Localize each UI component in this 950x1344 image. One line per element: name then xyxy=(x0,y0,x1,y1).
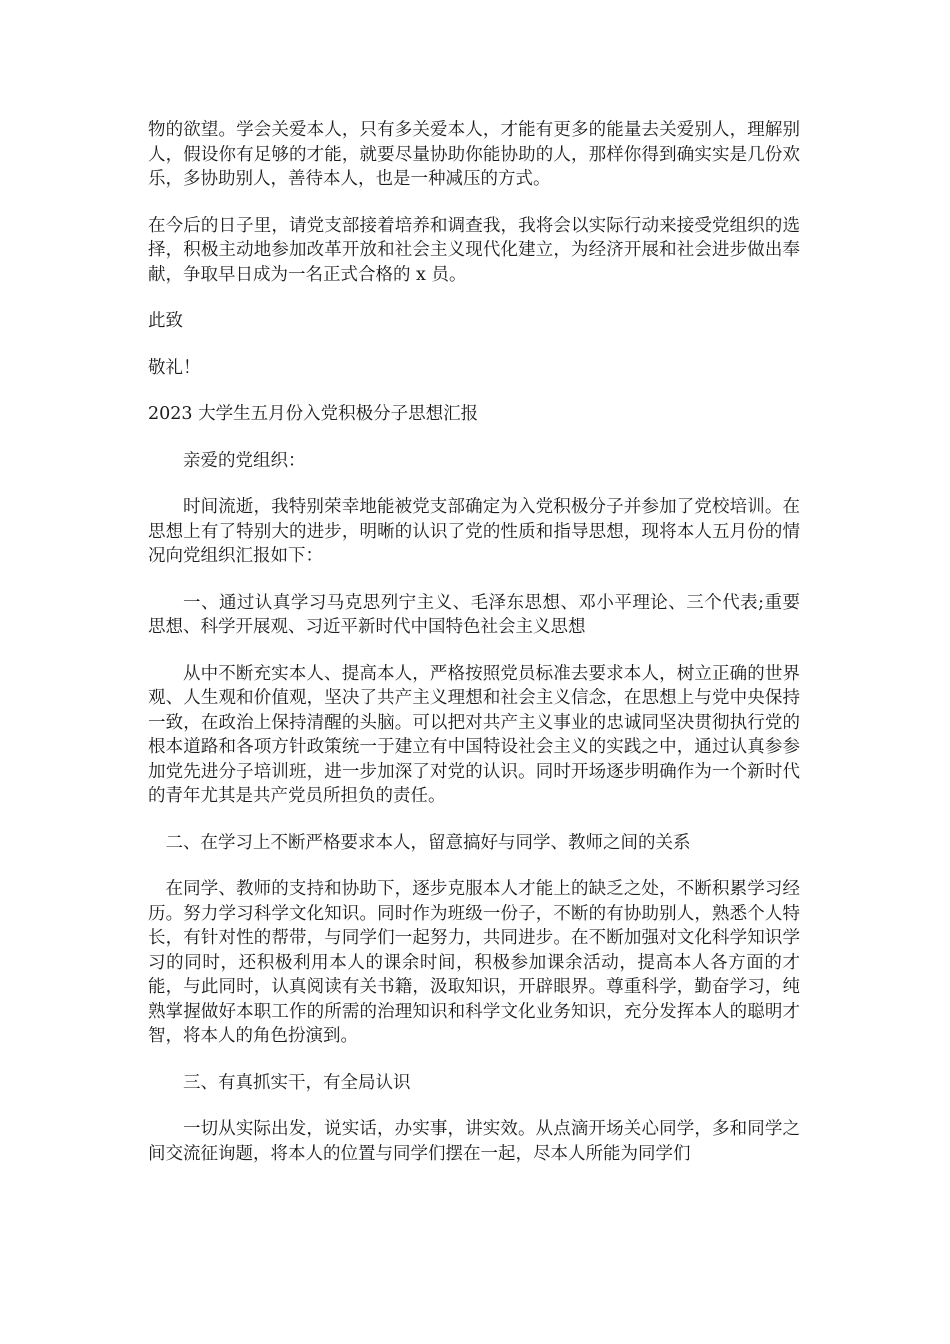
greeting: 亲爱的党组织： xyxy=(183,450,306,471)
section-heading-one: 一、通过认真学习马克思列宁主义、毛泽东思想、邓小平理论、三个代表;重要思想、科学开展观、习近平新时代中国特色社会主义思想 xyxy=(148,592,800,637)
paragraph-section-two-body: 在同学、教师的支持和协助下，逐步克服本人才能上的缺乏之处，不断积累学习经历。努力学习科学文化知识。同时作为班级一份子，不断的有协助别人，熟悉个人特长，有针对性的帮带，与同学们一起努力，共同进步。在不断加强对文化科学知识学习的同时，还积极利用本人的课余时间，积极参加课余活动，提高本人各方面的才能，与此同时，认真阅读有关书籍，汲取知识，开辟眼界。尊重科学，勤奋学习，纯熟掌握做好本职工作的所需的治理知识和科学文化业务知识，充分发挥本人的聪明才智，将本人的角色扮演到。 xyxy=(148,879,800,1046)
salutation-cizhi: 此致 xyxy=(148,311,183,331)
paragraph-closing-thoughts: 物的欲望。学会关爱本人，只有多关爱本人，才能有更多的能量去关爱别人，理解别人，假设你有足够的才能，就要尽量协助你能协助的人，那样你得到确实实是几份欢乐，多协助别人，善待本人，也是一种减压的方式。 xyxy=(148,120,800,189)
section-heading-two: 二、在学习上不断严格要求本人，留意搞好与同学、教师之间的关系 xyxy=(165,832,691,853)
section-heading-three: 三、有真抓实干，有全局认识 xyxy=(183,1072,411,1093)
salutation-jingli: 敬礼！ xyxy=(148,357,201,378)
paragraph-intro: 时间流逝，我特别荣幸地能被党支部确定为入党积极分子并参加了党校培训。在思想上有了特别大的进步，明晰的认识了党的性质和指导思想，现将本人五月份的情况向党组织汇报如下： xyxy=(148,497,800,566)
paragraph-future-commitment: 在今后的日子里，请党支部接着培养和调查我，我将会以实际行动来接受党组织的选择，积极主动地参加改革开放和社会主义现代化建立，为经济开展和社会进步做出奉献，争取早日成为一名正式合格的 x 员。 xyxy=(148,215,800,285)
report-title: 2023 大学生五月份入党积极分子思想汇报 xyxy=(148,404,479,424)
paragraph-section-one-body: 从中不断充实本人、提高本人，严格按照党员标准去要求本人，树立正确的世界观、人生观和价值观，坚决了共产主义理想和社会主义信念，在思想上与党中央保持一致，在政治上保持清醒的头脑。可以把对共产主义事业的忠诚同坚决贯彻执行党的根本道路和各项方针政策统一于建立有中国特设社会主义的实践之中，通过认真参参加党先进分子培训班，进一步加深了对党的认识。同时开场逐步明确作为一个新时代的青年尤其是共产党员所担负的责任。 xyxy=(148,663,800,806)
paragraph-section-three-body: 一切从实际出发，说实话，办实事，讲实效。从点滴开场关心同学，多和同学之间交流征询题，将本人的位置与同学们摆在一起，尽本人所能为同学们 xyxy=(148,1119,800,1164)
document-page xyxy=(148,118,800,1188)
